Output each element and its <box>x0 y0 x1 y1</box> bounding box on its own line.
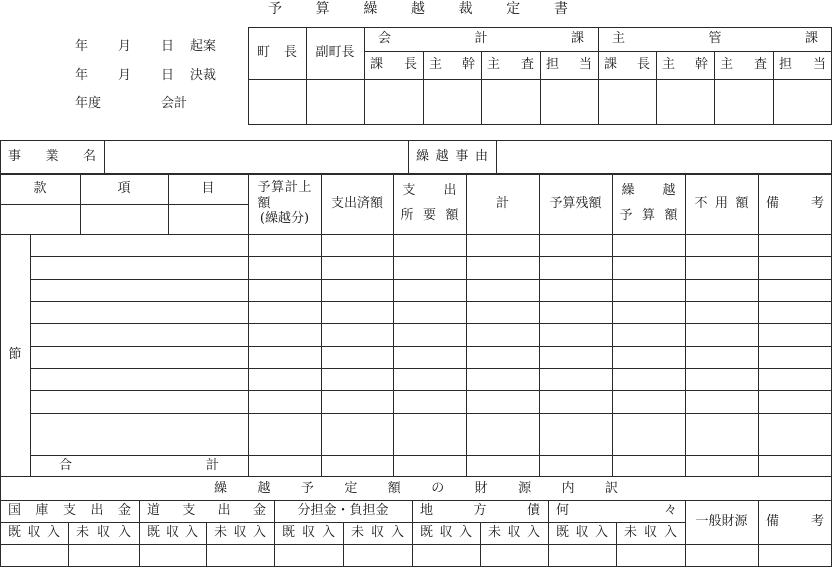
carryover-header <box>612 174 685 234</box>
setsu-remarks-cell[interactable] <box>759 280 831 300</box>
label-char: 繰 <box>214 480 228 496</box>
contributions-received-amount[interactable] <box>275 545 342 566</box>
label-char: 何 <box>556 502 570 518</box>
responsible-staff-stamp[interactable] <box>774 80 831 124</box>
project-name-label <box>2 140 102 174</box>
label-char: 既 <box>556 524 570 540</box>
setsu-subtotal-cell[interactable] <box>467 324 538 344</box>
setsu-carryover-cell[interactable] <box>613 324 684 344</box>
drafting-label: 起案 <box>190 39 217 54</box>
carryover-reason-label <box>410 140 494 174</box>
label-char: 当 <box>812 56 826 72</box>
remarks-header <box>760 174 830 234</box>
national-not-received-label <box>70 522 137 544</box>
label-char: 収 <box>27 524 41 540</box>
setsu-carryover-cell[interactable] <box>613 280 684 300</box>
prefectural-not-received-label <box>208 522 272 544</box>
label-char: 支 <box>402 183 416 199</box>
responsible-chief-stamp[interactable] <box>599 80 655 124</box>
total-required[interactable] <box>394 456 465 476</box>
setsu-paid-cell[interactable] <box>322 369 392 389</box>
label-char: 計 <box>474 30 488 46</box>
label-char: 主 <box>662 56 676 72</box>
mayor-label-text <box>251 46 303 61</box>
approval-year-label: 年 <box>75 68 89 83</box>
setsu-budget-total-cell[interactable] <box>249 280 320 300</box>
bond-not-received-label <box>482 522 546 544</box>
label-char: 債 <box>526 502 540 518</box>
setsu-budget-total-cell[interactable] <box>249 391 320 411</box>
setsu-item-cell[interactable] <box>31 235 247 255</box>
accounting-staff-stamp[interactable] <box>541 80 597 124</box>
label-char: 幹 <box>694 56 708 72</box>
setsu-remaining-cell[interactable] <box>540 347 611 367</box>
label-char: 額 <box>735 195 749 211</box>
total-carryover[interactable] <box>613 456 684 476</box>
setsu-paid-cell[interactable] <box>322 391 392 411</box>
total-remarks[interactable] <box>759 456 831 476</box>
setsu-required-cell[interactable] <box>394 235 465 255</box>
label-char: 未 <box>214 524 228 540</box>
drafting-year-label: 年 <box>75 39 89 54</box>
setsu-remarks-cell[interactable] <box>759 302 831 322</box>
responsible-role-manager <box>656 51 714 79</box>
setsu-paid-cell[interactable] <box>322 302 392 322</box>
setsu-remarks-cell[interactable] <box>759 414 831 434</box>
mayor-label <box>248 27 306 79</box>
setsu-label: 節 <box>8 347 22 363</box>
label-char: 長 <box>283 44 297 60</box>
accounting-role-staff <box>540 51 598 79</box>
label-char: 越 <box>257 480 271 496</box>
label-char: 算 <box>641 208 655 223</box>
setsu-budget-total-cell[interactable] <box>249 235 320 255</box>
contributions-label: 分担金・負担金 <box>297 502 389 518</box>
accounting-manager-stamp[interactable] <box>424 80 480 124</box>
setsu-budget-total-cell[interactable] <box>249 414 320 434</box>
label-char: 課 <box>604 56 618 72</box>
setsu-carryover-cell[interactable] <box>613 391 684 411</box>
label-char: 既 <box>147 524 161 540</box>
setsu-required-cell[interactable] <box>394 280 465 300</box>
kou-header: 項 <box>117 180 131 196</box>
label-char: 裁 <box>458 0 473 17</box>
label-char: 金 <box>252 502 266 518</box>
label-char: 財 <box>474 480 488 496</box>
remaining-header: 予算残額 <box>549 195 602 211</box>
budget-total-note: (繰越分) <box>259 210 310 226</box>
setsu-item-cell[interactable] <box>31 280 247 300</box>
responsible-role-chief <box>598 51 656 79</box>
label-char: 算 <box>315 0 330 17</box>
label-char: 収 <box>643 524 657 540</box>
label-char: 担 <box>546 56 560 72</box>
label-char: 越 <box>410 0 425 17</box>
total-label <box>31 456 248 477</box>
setsu-paid-cell[interactable] <box>322 414 392 434</box>
label-char: 入 <box>390 524 404 540</box>
label-char: 款 <box>33 180 47 196</box>
label-char: 長 <box>403 56 417 72</box>
setsu-remaining-cell[interactable] <box>540 391 611 411</box>
national-received-amount[interactable] <box>1 545 67 566</box>
accounting-section-label <box>372 27 590 51</box>
general-funds-label: 一般財源 <box>695 513 748 529</box>
label-char: 課 <box>370 56 384 72</box>
label-char: 上 <box>298 180 312 196</box>
setsu-subtotal-cell[interactable] <box>467 369 538 389</box>
total-paid[interactable] <box>322 456 392 476</box>
label-char: 越 <box>435 148 449 164</box>
total-label-text <box>31 459 225 474</box>
prefectural-received-label <box>141 522 204 544</box>
label-char: 町 <box>257 44 271 60</box>
other-not-received-amount[interactable] <box>617 545 684 566</box>
label-char: 幹 <box>461 56 475 72</box>
bond-received-label <box>414 522 478 544</box>
label-char: 額 <box>664 208 678 223</box>
local-bond-label <box>414 500 546 522</box>
unused-header <box>685 174 758 234</box>
label-char: 未 <box>624 524 638 540</box>
setsu-budget-total-cell[interactable] <box>249 347 320 367</box>
label-char: 主 <box>720 56 734 72</box>
setsu-required-cell[interactable] <box>394 391 465 411</box>
label-char: 考 <box>810 195 824 211</box>
label-char: 考 <box>810 513 824 529</box>
setsu-required-cell[interactable] <box>394 347 465 367</box>
label-char: 所 <box>400 208 414 223</box>
moku-header: 目 <box>201 180 215 196</box>
label-char: 予 <box>268 0 282 17</box>
label-char: 名 <box>82 148 96 164</box>
setsu-paid-cell[interactable] <box>322 257 392 277</box>
total-subtotal[interactable] <box>467 456 538 476</box>
setsu-required-cell[interactable] <box>394 369 465 389</box>
label-char: 収 <box>507 524 521 540</box>
setsu-remaining-cell[interactable] <box>540 369 611 389</box>
setsu-budget-total-cell[interactable] <box>249 369 320 389</box>
responsible-section-label <box>606 27 824 51</box>
setsu-item-cell[interactable] <box>31 347 247 367</box>
kan-input[interactable] <box>1 205 79 233</box>
deputy-mayor-label: 副町長 <box>315 44 355 60</box>
label-char: 計 <box>284 180 298 196</box>
label-char: 長 <box>636 56 650 72</box>
label-char: 収 <box>439 524 453 540</box>
funding-remarks-label <box>760 500 830 544</box>
label-char: 内 <box>561 480 575 496</box>
approval-day-label: 日 <box>161 68 175 83</box>
label-char: 金 <box>117 502 131 518</box>
label-char: 国 <box>8 502 22 518</box>
label-char: の <box>431 480 445 496</box>
total-budget-total[interactable] <box>249 456 320 476</box>
label-char: 収 <box>575 524 589 540</box>
unused-header-text <box>689 197 755 212</box>
setsu-item-cell[interactable] <box>31 414 247 434</box>
responsible-role-staff <box>773 51 832 79</box>
setsu-remaining-cell[interactable] <box>540 302 611 322</box>
setsu-remaining-cell[interactable] <box>540 257 611 277</box>
label-char: 収 <box>233 524 247 540</box>
label-char: 出 <box>217 502 231 518</box>
label-char: 額 <box>387 480 401 496</box>
setsu-subtotal-cell[interactable] <box>467 347 538 367</box>
prefectural-subsidy-label <box>141 500 272 522</box>
setsu-remarks-cell[interactable] <box>759 257 831 277</box>
setsu-item-cell[interactable] <box>31 257 247 277</box>
label-char: 繰 <box>416 148 430 164</box>
label-char: 当 <box>578 56 592 72</box>
setsu-remaining-cell[interactable] <box>540 414 611 434</box>
funding-title <box>208 478 624 500</box>
label-char: 入 <box>252 524 266 540</box>
required-header-bottom <box>395 209 465 224</box>
setsu-carryover-cell[interactable] <box>613 235 684 255</box>
responsible-manager-stamp[interactable] <box>657 80 713 124</box>
setsu-remaining-cell[interactable] <box>540 280 611 300</box>
setsu-unused-cell[interactable] <box>686 280 757 300</box>
setsu-remarks-cell[interactable] <box>759 391 831 411</box>
fiscal-year-label: 年度 <box>75 96 102 111</box>
label-char: 合 <box>59 458 73 474</box>
national-received-label <box>2 522 66 544</box>
setsu-unused-cell[interactable] <box>686 302 757 322</box>
label-char: 未 <box>76 524 90 540</box>
label-char: 事 <box>8 148 22 164</box>
label-char: 収 <box>96 524 110 540</box>
label-char: 主 <box>612 30 626 46</box>
label-char: 査 <box>520 56 534 72</box>
label-char: 会 <box>378 30 392 46</box>
accounting-chief-stamp[interactable] <box>365 80 422 124</box>
accounting-role-inspector <box>481 51 540 79</box>
carryover-header-top <box>616 184 682 199</box>
label-char: 定 <box>506 0 521 17</box>
label-char: 訳 <box>604 480 618 496</box>
total-unused[interactable] <box>686 456 757 476</box>
label-char: 主 <box>487 56 501 72</box>
budget-total-header <box>248 174 321 234</box>
setsu-remarks-cell[interactable] <box>759 347 831 367</box>
total-remaining[interactable] <box>540 456 611 476</box>
project-name-input[interactable] <box>105 141 407 173</box>
label-char: 主 <box>429 56 443 72</box>
label-char: 計 <box>205 458 219 474</box>
setsu-unused-cell[interactable] <box>686 235 757 255</box>
subtotal-header: 計 <box>495 195 509 211</box>
bond-not-received-amount[interactable] <box>481 545 547 566</box>
funding-remarks-input[interactable] <box>759 545 831 566</box>
setsu-required-cell[interactable] <box>394 257 465 277</box>
setsu-required-cell[interactable] <box>394 414 465 434</box>
carryover-reason-input[interactable] <box>497 141 831 173</box>
setsu-subtotal-cell[interactable] <box>467 235 538 255</box>
setsu-unused-cell[interactable] <box>686 369 757 389</box>
setsu-subtotal-cell[interactable] <box>467 302 538 322</box>
drafting-day-label: 日 <box>161 39 175 54</box>
label-char: 越 <box>662 183 676 199</box>
label-char: 入 <box>321 524 335 540</box>
setsu-paid-cell[interactable] <box>322 347 392 367</box>
label-char: 算 <box>271 180 285 196</box>
label-char: 出 <box>90 502 104 518</box>
carryover-header-bottom <box>614 209 684 224</box>
setsu-subtotal-cell[interactable] <box>467 391 538 411</box>
label-char: 支 <box>182 502 196 518</box>
setsu-unused-cell[interactable] <box>686 391 757 411</box>
label-char: 収 <box>370 524 384 540</box>
setsu-item-cell[interactable] <box>31 391 247 411</box>
setsu-carryover-cell[interactable] <box>613 302 684 322</box>
setsu-subtotal-cell[interactable] <box>467 280 538 300</box>
national-not-received-amount[interactable] <box>69 545 138 566</box>
setsu-subtotal-cell[interactable] <box>467 257 538 277</box>
required-header <box>393 174 466 234</box>
label-char: 予 <box>619 208 633 223</box>
label-char: 課 <box>570 30 584 46</box>
label-char: 入 <box>663 524 677 540</box>
label-char: 既 <box>282 524 296 540</box>
label-char: 出 <box>443 183 457 199</box>
setsu-carryover-cell[interactable] <box>613 347 684 367</box>
setsu-remarks-cell[interactable] <box>759 235 831 255</box>
setsu-unused-cell[interactable] <box>686 347 757 367</box>
label-char: 額 <box>445 208 459 223</box>
label-char: 収 <box>165 524 179 540</box>
setsu-remarks-cell[interactable] <box>759 324 831 344</box>
label-char: 未 <box>488 524 502 540</box>
label-char: 庫 <box>35 502 49 518</box>
responsible-inspector-stamp[interactable] <box>715 80 772 124</box>
required-header-top <box>397 184 463 199</box>
budget-total-header-text <box>252 181 318 212</box>
setsu-subtotal-cell[interactable] <box>467 414 538 434</box>
account-label: 会計 <box>161 96 188 111</box>
label-char: 入 <box>458 524 472 540</box>
other-received-label <box>550 522 614 544</box>
setsu-paid-cell[interactable] <box>322 324 392 344</box>
paid-header: 支出済額 <box>330 195 383 211</box>
accounting-inspector-stamp[interactable] <box>482 80 539 124</box>
setsu-paid-cell[interactable] <box>322 235 392 255</box>
other-source-label <box>550 500 683 522</box>
label-char: 担 <box>779 56 793 72</box>
label-char: 入 <box>594 524 608 540</box>
setsu-unused-cell[interactable] <box>686 414 757 434</box>
label-char: 由 <box>474 148 488 164</box>
drafting-month-label: 月 <box>118 39 132 54</box>
national-subsidy-label <box>2 500 137 522</box>
label-char: 額 <box>257 196 271 212</box>
setsu-item-cell[interactable] <box>31 369 247 389</box>
label-char: 繰 <box>363 0 378 17</box>
label-char: 課 <box>804 30 818 46</box>
label-char: 入 <box>46 524 60 540</box>
setsu-remarks-cell[interactable] <box>759 369 831 389</box>
mayor-stamp[interactable] <box>249 80 305 124</box>
label-char: 入 <box>184 524 198 540</box>
label-char: 道 <box>147 502 161 518</box>
other-not-received-label <box>618 522 683 544</box>
label-char: 用 <box>714 195 728 211</box>
contributions-not-received-amount[interactable] <box>344 545 411 566</box>
label-char: 予 <box>300 480 314 496</box>
form-title <box>262 0 574 18</box>
label-char: 地 <box>420 502 434 518</box>
label-char: 支 <box>62 502 76 518</box>
label-char: 収 <box>301 524 315 540</box>
setsu-remaining-cell[interactable] <box>540 324 611 344</box>
label-char: 源 <box>518 480 532 496</box>
setsu-carryover-cell[interactable] <box>613 369 684 389</box>
setsu-carryover-cell[interactable] <box>613 257 684 277</box>
setsu-paid-cell[interactable] <box>322 280 392 300</box>
kou-input[interactable] <box>81 205 167 233</box>
label-char: 備 <box>766 195 780 211</box>
approval-month-label: 月 <box>118 68 132 83</box>
setsu-unused-cell[interactable] <box>686 257 757 277</box>
accounting-role-manager <box>423 51 481 79</box>
bond-received-amount[interactable] <box>413 545 479 566</box>
label-char: 定 <box>344 480 358 496</box>
general-funds-amount[interactable] <box>686 545 757 566</box>
label-char: 入 <box>117 524 131 540</box>
other-received-amount[interactable] <box>549 545 615 566</box>
label-char: 方 <box>473 502 487 518</box>
label-char: 々 <box>663 502 677 518</box>
label-char: 予 <box>257 180 271 196</box>
label-char: 既 <box>420 524 434 540</box>
setsu-item-cell[interactable] <box>31 302 247 322</box>
label-char: 要 <box>422 208 436 223</box>
accounting-role-chief <box>364 51 423 79</box>
setsu-unused-cell[interactable] <box>686 324 757 344</box>
setsu-budget-total-cell[interactable] <box>249 324 320 344</box>
kan-header <box>0 174 80 204</box>
contributions-received-label <box>276 522 341 544</box>
label-char: 査 <box>753 56 767 72</box>
setsu-carryover-cell[interactable] <box>613 414 684 434</box>
moku-input[interactable] <box>169 205 247 233</box>
setsu-remaining-cell[interactable] <box>540 235 611 255</box>
setsu-budget-total-cell[interactable] <box>249 302 320 322</box>
setsu-item-cell[interactable] <box>31 324 247 344</box>
contributions-not-received-label <box>345 522 410 544</box>
responsible-role-inspector <box>714 51 773 79</box>
label-char: 業 <box>45 148 59 164</box>
label-char: 入 <box>526 524 540 540</box>
label-char: 備 <box>766 513 780 529</box>
label-char: 事 <box>455 148 469 164</box>
label-char: 未 <box>351 524 365 540</box>
prefectural-received-amount[interactable] <box>140 545 205 566</box>
label-char: 繰 <box>621 183 635 199</box>
prefectural-not-received-amount[interactable] <box>207 545 273 566</box>
setsu-required-cell[interactable] <box>394 324 465 344</box>
setsu-budget-total-cell[interactable] <box>249 257 320 277</box>
label-char: 不 <box>694 195 708 211</box>
setsu-required-cell[interactable] <box>394 302 465 322</box>
approval-label: 決裁 <box>190 68 217 83</box>
label-char: 管 <box>708 30 722 46</box>
deputy-mayor-stamp[interactable] <box>307 80 363 124</box>
label-char: 既 <box>8 524 22 540</box>
label-char: 書 <box>553 0 568 17</box>
